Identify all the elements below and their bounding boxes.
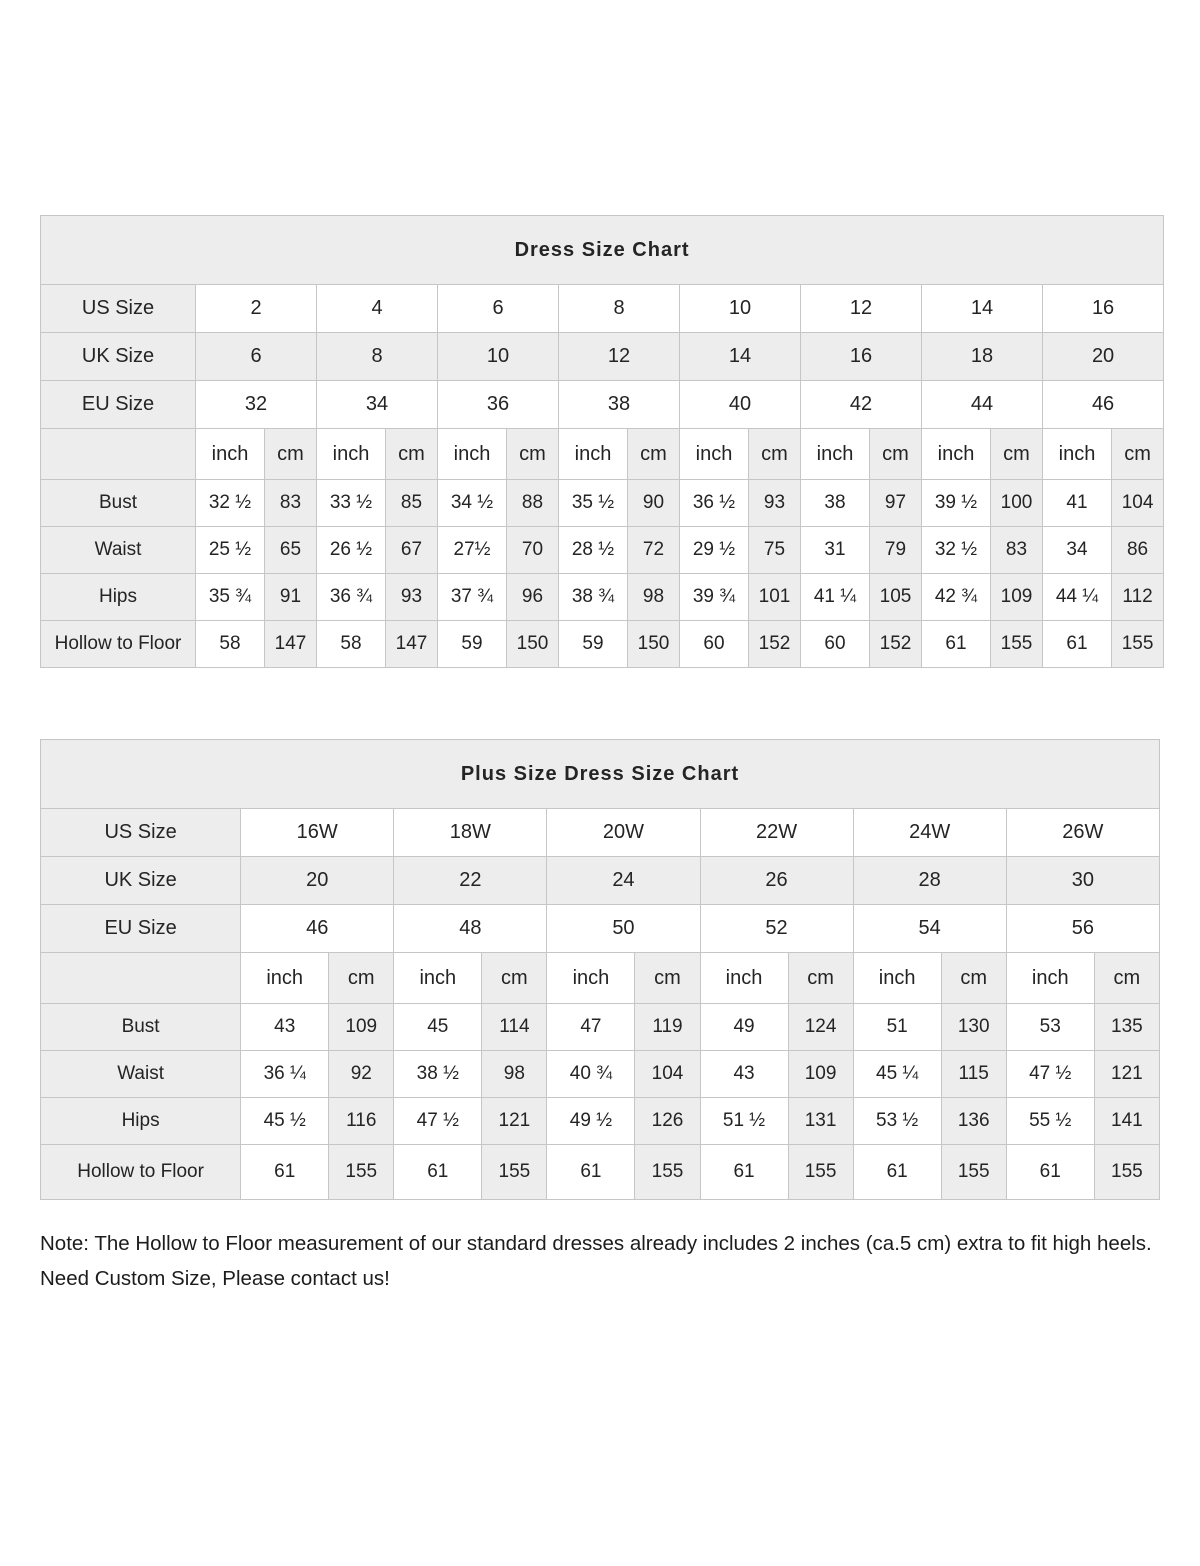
measure-inch-cell: 47: [547, 1004, 635, 1051]
unit-row-corner-cell: [41, 953, 241, 1004]
unit-cm-header: cm: [635, 953, 700, 1004]
size-value-cell: 46: [241, 905, 394, 953]
size-value-cell: 18: [922, 333, 1043, 381]
measure-inch-cell: 39 ¾: [680, 574, 749, 621]
size-value-cell: 26: [700, 857, 853, 905]
unit-cm-header: cm: [749, 429, 801, 480]
size-value-cell: 54: [853, 905, 1006, 953]
measure-cm-cell: 147: [386, 621, 438, 668]
size-value-cell: 24W: [853, 809, 1006, 857]
measure-inch-cell: 47 ½: [394, 1098, 482, 1145]
measure-inch-cell: 37 ¾: [438, 574, 507, 621]
measure-cm-cell: 130: [941, 1004, 1006, 1051]
unit-inch-header: inch: [394, 953, 482, 1004]
unit-inch-header: inch: [317, 429, 386, 480]
measure-inch-cell: 59: [438, 621, 507, 668]
size-value-cell: 16: [1043, 285, 1164, 333]
unit-inch-header: inch: [559, 429, 628, 480]
note-custom-size-text: Need Custom Size, Please contact us!: [40, 1267, 390, 1290]
unit-cm-header: cm: [386, 429, 438, 480]
measure-cm-cell: 109: [329, 1004, 394, 1051]
measure-cm-cell: 155: [941, 1145, 1006, 1200]
measure-cm-cell: 65: [265, 527, 317, 574]
size-value-cell: 6: [438, 285, 559, 333]
measure-cm-cell: 90: [628, 480, 680, 527]
size-value-cell: 14: [922, 285, 1043, 333]
size-value-cell: 8: [317, 333, 438, 381]
measure-cm-cell: 100: [991, 480, 1043, 527]
chart-title: Plus Size Dress Size Chart: [41, 740, 1160, 809]
unit-inch-header: inch: [196, 429, 265, 480]
measure-cm-cell: 115: [941, 1051, 1006, 1098]
unit-cm-header: cm: [265, 429, 317, 480]
measure-inch-cell: 27½: [438, 527, 507, 574]
measure-cm-cell: 101: [749, 574, 801, 621]
measure-inch-cell: 36 ¾: [317, 574, 386, 621]
size-value-cell: 16W: [241, 809, 394, 857]
unit-cm-header: cm: [788, 953, 853, 1004]
size-value-cell: 18W: [394, 809, 547, 857]
measure-cm-cell: 98: [482, 1051, 547, 1098]
measure-inch-cell: 25 ½: [196, 527, 265, 574]
measure-cm-cell: 121: [482, 1098, 547, 1145]
size-value-cell: 10: [438, 333, 559, 381]
measure-cm-cell: 121: [1094, 1051, 1159, 1098]
measure-row-label: Hollow to Floor: [41, 621, 196, 668]
size-value-cell: 22W: [700, 809, 853, 857]
unit-cm-header: cm: [870, 429, 922, 480]
size-row-label: UK Size: [41, 333, 196, 381]
measure-cm-cell: 119: [635, 1004, 700, 1051]
measure-row-label: Bust: [41, 1004, 241, 1051]
size-value-cell: 38: [559, 381, 680, 429]
measure-inch-cell: 38: [801, 480, 870, 527]
size-value-cell: 20: [241, 857, 394, 905]
measure-cm-cell: 75: [749, 527, 801, 574]
measure-cm-cell: 93: [749, 480, 801, 527]
measure-inch-cell: 61: [241, 1145, 329, 1200]
size-value-cell: 10: [680, 285, 801, 333]
measure-inch-cell: 35 ¾: [196, 574, 265, 621]
measure-inch-cell: 36 ¼: [241, 1051, 329, 1098]
measure-cm-cell: 155: [991, 621, 1043, 668]
measure-inch-cell: 43: [241, 1004, 329, 1051]
unit-inch-header: inch: [801, 429, 870, 480]
measure-inch-cell: 41 ¼: [801, 574, 870, 621]
chart-title: Dress Size Chart: [41, 216, 1164, 285]
measure-cm-cell: 104: [635, 1051, 700, 1098]
measure-cm-cell: 116: [329, 1098, 394, 1145]
size-value-cell: 16: [801, 333, 922, 381]
measure-cm-cell: 104: [1112, 480, 1164, 527]
measure-cm-cell: 109: [788, 1051, 853, 1098]
size-value-cell: 28: [853, 857, 1006, 905]
measure-cm-cell: 109: [991, 574, 1043, 621]
measure-cm-cell: 152: [749, 621, 801, 668]
size-value-cell: 30: [1006, 857, 1159, 905]
measure-row-label: Bust: [41, 480, 196, 527]
measure-cm-cell: 92: [329, 1051, 394, 1098]
measure-inch-cell: 35 ½: [559, 480, 628, 527]
size-value-cell: 20W: [547, 809, 700, 857]
size-row-label: US Size: [41, 809, 241, 857]
measure-cm-cell: 83: [991, 527, 1043, 574]
size-value-cell: 56: [1006, 905, 1159, 953]
measure-inch-cell: 45: [394, 1004, 482, 1051]
measure-inch-cell: 42 ¾: [922, 574, 991, 621]
size-value-cell: 46: [1043, 381, 1164, 429]
plus-size-chart-table: [40, 739, 1160, 1200]
size-value-cell: 32: [196, 381, 317, 429]
measure-inch-cell: 34: [1043, 527, 1112, 574]
measure-row-label: Waist: [41, 1051, 241, 1098]
size-value-cell: 20: [1043, 333, 1164, 381]
unit-cm-header: cm: [628, 429, 680, 480]
size-row-label: EU Size: [41, 381, 196, 429]
measure-row-label: Waist: [41, 527, 196, 574]
measure-cm-cell: 135: [1094, 1004, 1159, 1051]
measure-cm-cell: 155: [329, 1145, 394, 1200]
measure-inch-cell: 29 ½: [680, 527, 749, 574]
measure-cm-cell: 155: [635, 1145, 700, 1200]
measure-inch-cell: 60: [680, 621, 749, 668]
measure-inch-cell: 61: [1006, 1145, 1094, 1200]
measure-inch-cell: 51 ½: [700, 1098, 788, 1145]
measure-inch-cell: 36 ½: [680, 480, 749, 527]
measure-inch-cell: 28 ½: [559, 527, 628, 574]
unit-cm-header: cm: [1094, 953, 1159, 1004]
measure-cm-cell: 155: [1112, 621, 1164, 668]
measure-cm-cell: 88: [507, 480, 559, 527]
note-hollow-to-floor-text: Note: The Hollow to Floor measurement of our standard dresses already includes 2 inches (ca.5 cm) extra to fit high heels.: [40, 1232, 1152, 1255]
measure-inch-cell: 40 ¾: [547, 1051, 635, 1098]
size-value-cell: 4: [317, 285, 438, 333]
size-value-cell: 22: [394, 857, 547, 905]
measure-cm-cell: 105: [870, 574, 922, 621]
measure-cm-cell: 155: [482, 1145, 547, 1200]
measure-inch-cell: 49 ½: [547, 1098, 635, 1145]
size-value-cell: 50: [547, 905, 700, 953]
size-row-label: US Size: [41, 285, 196, 333]
measure-cm-cell: 136: [941, 1098, 1006, 1145]
measure-cm-cell: 86: [1112, 527, 1164, 574]
measure-inch-cell: 32 ½: [922, 527, 991, 574]
unit-inch-header: inch: [241, 953, 329, 1004]
measure-inch-cell: 45 ¼: [853, 1051, 941, 1098]
measure-inch-cell: 43: [700, 1051, 788, 1098]
measure-cm-cell: 114: [482, 1004, 547, 1051]
size-row-label: UK Size: [41, 857, 241, 905]
measure-cm-cell: 85: [386, 480, 438, 527]
measure-inch-cell: 59: [559, 621, 628, 668]
measure-inch-cell: 60: [801, 621, 870, 668]
measure-cm-cell: 93: [386, 574, 438, 621]
note-section: [40, 1226, 1160, 1296]
measure-cm-cell: 72: [628, 527, 680, 574]
standard-size-chart-table: [40, 215, 1164, 668]
unit-cm-header: cm: [482, 953, 547, 1004]
measure-row-label: Hollow to Floor: [41, 1145, 241, 1200]
measure-cm-cell: 79: [870, 527, 922, 574]
measure-cm-cell: 70: [507, 527, 559, 574]
unit-cm-header: cm: [507, 429, 559, 480]
measure-inch-cell: 61: [547, 1145, 635, 1200]
measure-inch-cell: 47 ½: [1006, 1051, 1094, 1098]
measure-inch-cell: 33 ½: [317, 480, 386, 527]
measure-cm-cell: 112: [1112, 574, 1164, 621]
measure-inch-cell: 38 ¾: [559, 574, 628, 621]
measure-inch-cell: 38 ½: [394, 1051, 482, 1098]
measure-cm-cell: 124: [788, 1004, 853, 1051]
unit-inch-header: inch: [700, 953, 788, 1004]
measure-inch-cell: 45 ½: [241, 1098, 329, 1145]
size-value-cell: 34: [317, 381, 438, 429]
unit-cm-header: cm: [1112, 429, 1164, 480]
measure-cm-cell: 150: [507, 621, 559, 668]
measure-cm-cell: 150: [628, 621, 680, 668]
measure-cm-cell: 126: [635, 1098, 700, 1145]
measure-cm-cell: 155: [1094, 1145, 1159, 1200]
unit-cm-header: cm: [991, 429, 1043, 480]
measure-cm-cell: 97: [870, 480, 922, 527]
size-value-cell: 14: [680, 333, 801, 381]
measure-cm-cell: 67: [386, 527, 438, 574]
unit-inch-header: inch: [922, 429, 991, 480]
measure-inch-cell: 61: [394, 1145, 482, 1200]
unit-inch-header: inch: [547, 953, 635, 1004]
measure-inch-cell: 34 ½: [438, 480, 507, 527]
size-row-label: EU Size: [41, 905, 241, 953]
measure-inch-cell: 26 ½: [317, 527, 386, 574]
measure-inch-cell: 49: [700, 1004, 788, 1051]
measure-inch-cell: 32 ½: [196, 480, 265, 527]
measure-inch-cell: 61: [853, 1145, 941, 1200]
measure-inch-cell: 58: [196, 621, 265, 668]
measure-inch-cell: 53 ½: [853, 1098, 941, 1145]
measure-inch-cell: 41: [1043, 480, 1112, 527]
size-value-cell: 6: [196, 333, 317, 381]
size-value-cell: 12: [559, 333, 680, 381]
measure-inch-cell: 58: [317, 621, 386, 668]
measure-inch-cell: 61: [922, 621, 991, 668]
size-value-cell: 2: [196, 285, 317, 333]
measure-cm-cell: 155: [788, 1145, 853, 1200]
size-value-cell: 48: [394, 905, 547, 953]
size-value-cell: 8: [559, 285, 680, 333]
unit-inch-header: inch: [853, 953, 941, 1004]
measure-inch-cell: 39 ½: [922, 480, 991, 527]
size-value-cell: 52: [700, 905, 853, 953]
unit-cm-header: cm: [329, 953, 394, 1004]
measure-row-label: Hips: [41, 1098, 241, 1145]
measure-inch-cell: 31: [801, 527, 870, 574]
size-value-cell: 40: [680, 381, 801, 429]
unit-inch-header: inch: [438, 429, 507, 480]
measure-row-label: Hips: [41, 574, 196, 621]
size-value-cell: 44: [922, 381, 1043, 429]
measure-inch-cell: 51: [853, 1004, 941, 1051]
unit-row-corner-cell: [41, 429, 196, 480]
measure-cm-cell: 152: [870, 621, 922, 668]
measure-cm-cell: 131: [788, 1098, 853, 1145]
measure-cm-cell: 91: [265, 574, 317, 621]
size-value-cell: 24: [547, 857, 700, 905]
measure-inch-cell: 55 ½: [1006, 1098, 1094, 1145]
size-value-cell: 12: [801, 285, 922, 333]
unit-inch-header: inch: [1043, 429, 1112, 480]
measure-cm-cell: 147: [265, 621, 317, 668]
measure-inch-cell: 53: [1006, 1004, 1094, 1051]
measure-inch-cell: 61: [1043, 621, 1112, 668]
measure-cm-cell: 141: [1094, 1098, 1159, 1145]
unit-inch-header: inch: [1006, 953, 1094, 1004]
unit-cm-header: cm: [941, 953, 1006, 1004]
measure-cm-cell: 98: [628, 574, 680, 621]
size-value-cell: 42: [801, 381, 922, 429]
size-value-cell: 36: [438, 381, 559, 429]
measure-inch-cell: 44 ¼: [1043, 574, 1112, 621]
size-value-cell: 26W: [1006, 809, 1159, 857]
measure-cm-cell: 96: [507, 574, 559, 621]
measure-cm-cell: 83: [265, 480, 317, 527]
unit-inch-header: inch: [680, 429, 749, 480]
measure-inch-cell: 61: [700, 1145, 788, 1200]
